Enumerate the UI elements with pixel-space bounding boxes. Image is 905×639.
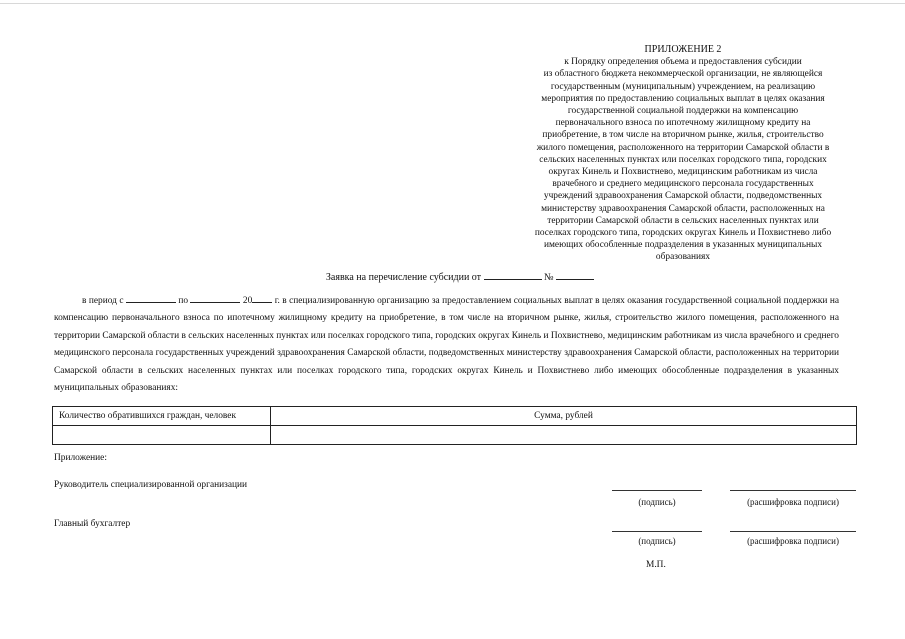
period-to-label: по <box>178 296 189 306</box>
body-main-text: г. в специализированную организацию за предоставлением социальных выплат в целях оказания государственной социальной поддержки на компенсацию первоначального взноса по ипотечному жилищному кредиту на приобретение, в том числе на вторичном рынке, жилья, строительство жилого помещения, расположенного на территории Самарской области в сельских населенных пунктах или поселках городского типа, городских округах Кинель и Похвистнево, медицинским работникам из числа врачебного и среднего медицинского персонала государственных учреждений здравоохранения Самарской области, подведомственных министерству здравоохранения Самарской области, расположенных на территории Самарской области в сельских населенных пунктах или поселках городского типа, городских округах Кинель и Похвистнево либо имеющих обособленные подразделения в указанных муниципальных образованиях: <box>54 296 840 394</box>
attachment-label: Приложение: <box>54 453 107 463</box>
accountant-decoding-line <box>730 531 856 532</box>
table-row <box>53 426 857 445</box>
accountant-signature-caption: (подпись) <box>638 536 676 546</box>
annex-line: государственной социальной поддержки на компенсацию <box>567 106 799 117</box>
accountant-role-label: Главный бухгалтер <box>54 519 131 529</box>
annex-line: государственным (муниципальным) учреждением, на реализацию <box>550 81 816 92</box>
accountant-signature-line <box>612 531 702 532</box>
annex-line: мероприятия по предоставлению социальных выплат в целях оказания <box>541 93 825 104</box>
subsidy-table <box>52 406 857 445</box>
number-blank <box>556 270 594 280</box>
period-to-blank <box>190 293 240 303</box>
amount-cell[interactable] <box>271 426 857 445</box>
stamp-placeholder: М.П. <box>646 560 666 570</box>
period-from-blank <box>126 293 176 303</box>
annex-line: учреждений здравоохранения Самарской области, подведомственных <box>543 191 823 202</box>
head-role-label: Руководитель специализированной организации <box>54 480 248 490</box>
annex-line: поселках городского типа, городских округах Кинель и Похвистнево либо <box>534 228 832 239</box>
annex-title: ПРИЛОЖЕНИЕ 2 <box>644 44 722 55</box>
year-blank <box>252 293 272 303</box>
header-amount: Сумма, рублей <box>271 407 857 426</box>
head-decoding-line <box>730 490 856 491</box>
annex-line: территории Самарской области в сельских населенных пунктах или <box>547 215 819 226</box>
annex-line: имеющих обособленные подразделения в указанных муниципальных <box>543 240 823 251</box>
citizens-count-cell[interactable] <box>53 426 271 445</box>
head-signature-line <box>612 490 702 491</box>
annex-header <box>503 44 863 264</box>
annex-line: приобретение, в том числе на вторичном рынке, жилья, строительство <box>542 130 824 141</box>
annex-line: министерству здравоохранения Самарской области, расположенных на <box>541 203 825 214</box>
date-blank <box>484 270 542 280</box>
scan-edge-line <box>0 3 905 4</box>
annex-line: врачебного и среднего медицинского персонала государственных <box>552 179 814 190</box>
head-signature-caption: (подпись) <box>638 497 676 507</box>
annex-line: образованиях <box>655 252 711 263</box>
accountant-decoding-caption: (расшифровка подписи) <box>747 536 839 546</box>
annex-line: жилого помещения, расположенного на территории Самарской области в <box>536 142 830 153</box>
annex-line: сельских населенных пунктах или поселках городского типа, городских <box>539 154 827 165</box>
annex-line: первоначального взноса по ипотечному жилищному кредиту на <box>555 118 811 129</box>
annex-line: из областного бюджета некоммерческой организации, не являющейся <box>543 69 823 80</box>
application-body <box>54 293 839 397</box>
number-sign: № <box>544 272 554 283</box>
application-title <box>300 270 620 283</box>
application-title-prefix: Заявка на перечисление субсидии от <box>325 272 482 283</box>
table-header-row <box>53 407 857 426</box>
annex-line: округах Кинель и Похвистнево, медицинским работникам из числа <box>548 167 818 178</box>
year-prefix: 20 <box>242 296 253 306</box>
header-citizens-count: Количество обратившихся граждан, человек <box>53 407 271 426</box>
head-decoding-caption: (расшифровка подписи) <box>747 497 839 507</box>
period-from-label: в период с <box>82 296 124 306</box>
annex-line: к Порядку определения объема и предоставления субсидии <box>564 57 802 68</box>
